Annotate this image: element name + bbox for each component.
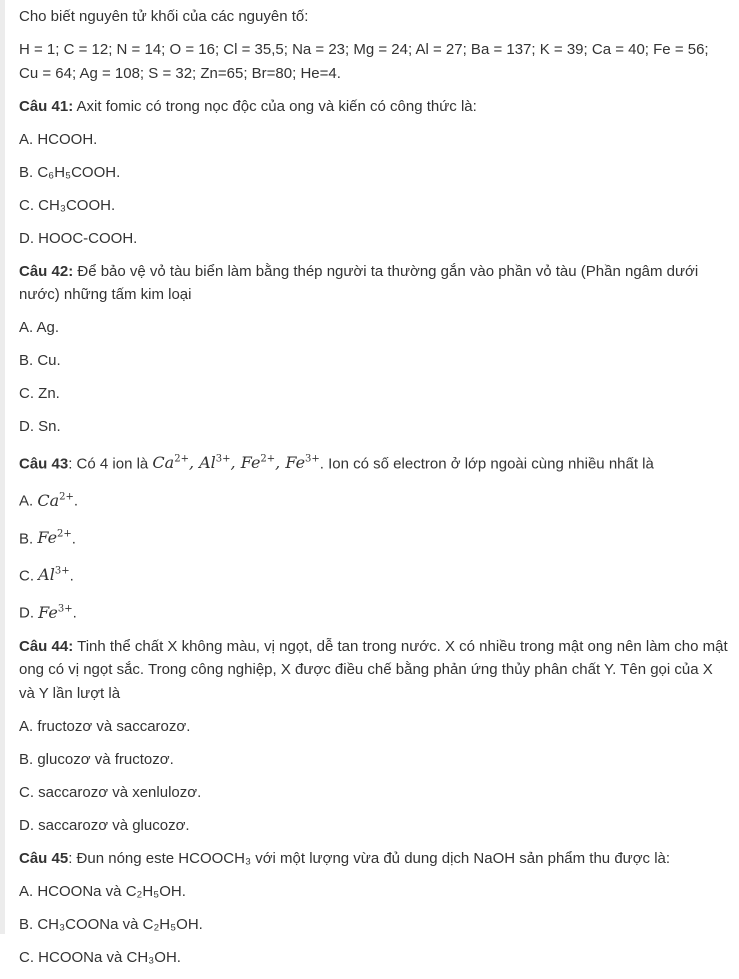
ion-base: Ca bbox=[152, 453, 175, 473]
option-42-b: B. Cu. bbox=[19, 352, 61, 369]
option-43-b bbox=[19, 523, 729, 551]
ion-base: Al bbox=[38, 565, 55, 585]
atomic-masses: H = 1; C = 12; N = 14; O = 16; Cl = 35,5; Na = 23; Mg = 24; Al = 27; Ba = 137; K = 39; Ca = 40; Fe = 56; Cu = 64; Ag = 108; S = 32; Zn=65; Br=80; He=4. bbox=[19, 41, 709, 82]
option-41-a: A. HCOOH. bbox=[19, 130, 98, 148]
option-44-b: B. glucozơ và fructozơ. bbox=[19, 750, 174, 768]
option-44-c: C. saccarozơ và xenlulozơ. bbox=[19, 783, 202, 801]
option-45-c: C. HCOONa và CH₃OH. bbox=[19, 948, 181, 966]
question-45 bbox=[19, 847, 729, 871]
ion-charge: 2+ bbox=[57, 528, 72, 540]
question-text: Axit fomic có trong nọc độc của ong và kiến có công thức là: bbox=[73, 97, 477, 115]
ion-formula: $Ca^{2+}$, $Al^{3+}$, $Fe^{2+}$, $Fe^{3+}$ bbox=[152, 453, 320, 473]
question-text: Để bảo vệ vỏ tàu biển làm bằng thép người ta thường gắn vào phần vỏ tàu (Phần ngâm dưới nước) những tấm kim loại bbox=[19, 262, 699, 303]
option-43-c bbox=[19, 560, 729, 588]
ion-charge: 2+ bbox=[260, 454, 276, 465]
question-label: Câu 41: bbox=[19, 97, 74, 115]
option-prefix: A. bbox=[19, 492, 38, 510]
ion-formula bbox=[37, 491, 74, 510]
option-prefix: C. bbox=[19, 567, 39, 585]
document-body bbox=[19, 5, 729, 979]
ion-charge: 3+ bbox=[57, 603, 73, 615]
option-44-a: A. fructozơ và saccarozơ. bbox=[19, 717, 191, 735]
question-text: : Có 4 ion là bbox=[68, 455, 153, 473]
ion-formula bbox=[37, 528, 71, 547]
option-prefix: D. bbox=[19, 604, 39, 622]
option-42-a: A. Ag. bbox=[19, 319, 60, 336]
question-42 bbox=[19, 260, 729, 307]
ion-charge: 2+ bbox=[59, 491, 74, 503]
question-text: Tinh thể chất X không màu, vị ngọt, dễ tan trong nước. X có nhiều trong mật ong nên làm cho mật ong có vị ngọt sắc. Trong công nghiệp, X được điều chế bằng phản ứng thủy phân chất Y. Tên gọi của X và Y lần lượt là bbox=[19, 637, 728, 702]
option-42-d: D. Sn. bbox=[19, 418, 61, 435]
ion-base: Fe bbox=[285, 453, 306, 473]
ion-charge: 3+ bbox=[215, 454, 231, 465]
question-label: Câu 45 bbox=[19, 849, 69, 867]
option-suffix: . bbox=[69, 567, 74, 585]
ion-charge: 3+ bbox=[305, 454, 320, 465]
ion-base: Ca bbox=[37, 490, 60, 510]
question-label: Câu 44: bbox=[19, 637, 74, 655]
ion-charge: 2+ bbox=[174, 454, 189, 465]
question-label: Câu 42: bbox=[19, 262, 74, 280]
option-suffix: . bbox=[72, 604, 77, 622]
option-42-c: C. Zn. bbox=[19, 385, 60, 402]
option-43-d bbox=[19, 597, 729, 625]
option-43-a bbox=[19, 485, 729, 513]
left-border bbox=[0, 0, 5, 934]
option-41-b: B. C₆H₅COOH. bbox=[19, 163, 121, 181]
question-44 bbox=[19, 635, 729, 706]
option-44-d: D. saccarozơ và glucozơ. bbox=[19, 816, 190, 834]
ion-formula bbox=[38, 565, 69, 584]
option-suffix: . bbox=[71, 529, 76, 547]
question-text: : Đun nóng este HCOOCH₃ với một lượng vừa đủ dung dịch NaOH sản phẩm thu được là: bbox=[68, 849, 671, 867]
ion-base: Fe bbox=[240, 453, 261, 473]
question-43 bbox=[19, 448, 729, 476]
question-label: Câu 43 bbox=[19, 455, 69, 473]
ion-formula bbox=[38, 603, 72, 622]
option-41-c: C. CH₃COOH. bbox=[19, 196, 116, 214]
question-41 bbox=[19, 95, 729, 119]
option-suffix: . bbox=[73, 492, 79, 510]
option-41-d: D. HOOC-COOH. bbox=[19, 229, 138, 247]
intro-text: Cho biết nguyên tử khối của các nguyên tố: bbox=[19, 8, 309, 25]
option-45-b: B. CH₃COONa và C₂H₅OH. bbox=[19, 915, 203, 933]
ion-charge: 3+ bbox=[54, 565, 70, 577]
option-45-a: A. HCOONa và C₂H₅OH. bbox=[19, 882, 186, 900]
ion-base: Al bbox=[199, 453, 216, 473]
option-prefix: B. bbox=[19, 529, 38, 547]
ion-base: Fe bbox=[37, 527, 58, 547]
question-text: . Ion có số electron ở lớp ngoài cùng nhiều nhất là bbox=[319, 455, 654, 473]
ion-base: Fe bbox=[38, 602, 58, 622]
